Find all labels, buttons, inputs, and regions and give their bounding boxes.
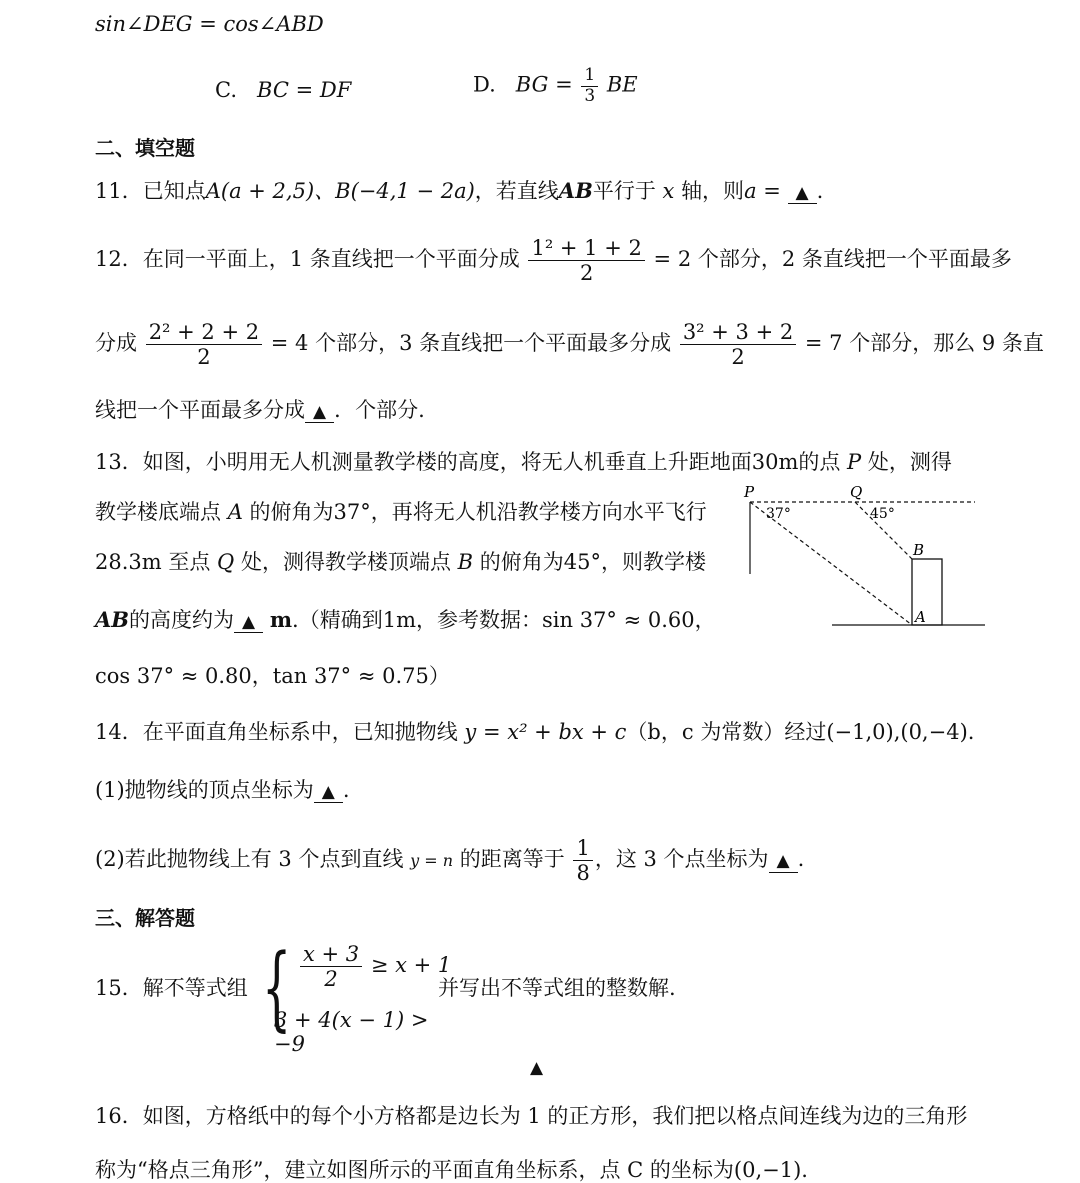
question-13-line-1: 13．如图，小明用无人机测量教学楼的高度，将无人机垂直上升距地面30m的点 P 处，测得 <box>95 450 952 474</box>
q14-part2-blank[interactable]: ▲ <box>769 851 798 872</box>
q10-option-c: C. BC = DF <box>215 78 352 102</box>
q12-answer-blank[interactable]: ▲ <box>305 402 334 423</box>
q13-answer-blank[interactable]: ▲ <box>234 612 263 633</box>
q11-answer-blank[interactable]: ▲ <box>788 183 817 204</box>
question-15-label: 15．解不等式组 <box>95 976 248 1000</box>
question-12-line-3: 线把一个平面最多分成 ▲ ．个部分. <box>95 398 425 422</box>
label-a: A <box>915 608 926 626</box>
question-13-line-5: cos 37° ≈ 0.80，tan 37° ≈ 0.75） <box>95 664 450 688</box>
q12-fraction-1: $\frac{\text{1² + 1 + 2}}{2}$ <box>528 236 644 285</box>
question-16-line-1: 16．如图，方格纸中的每个小方格都是边长为 1 的正方形，我们把以格点间连线为边的三角形 <box>95 1104 968 1128</box>
question-14-part-2: (2)若此抛物线上有 3 个点到直线 y = n 的距离等于 $\frac{1}{8}$ ，这 3 个点坐标为 ▲ . <box>95 836 805 886</box>
q14-part1-blank[interactable]: ▲ <box>314 782 343 803</box>
question-12-line-1: 12．在同一平面上，1 条直线把一个平面分成 $\frac{\text{1² + 1 + 2}}{2}$ = 2 个部分，2 条直线把一个平面最多 <box>95 236 1012 286</box>
q10-option-d: D. BG = $\frac{1}{3}$ BE <box>473 65 638 106</box>
question-13-line-4: AB的高度约为 ▲ m.（精确到1m，参考数据：sin 37° ≈ 0.60， <box>95 607 716 632</box>
q10-d-fraction: $\frac{1}{3}$ <box>581 66 598 106</box>
question-12-line-2: 分成 $\frac{\text{2² + 2 + 2}}{2}$ = 4 个部分，3 条直线把一个平面最多分成 $\frac{\text{3² + 3 + 2}}{2}$ = 7 个部分，那么 9 条直 <box>95 320 1044 370</box>
label-q: Q <box>850 483 863 501</box>
label-p: P <box>744 483 755 501</box>
q13-figure <box>740 482 990 632</box>
inequality-1: $\frac{x + 3}{2}$ ≥ x + 1 <box>298 942 451 991</box>
section-solution-heading: 三、解答题 <box>95 906 195 930</box>
question-13-line-3: 28.3m 至点 Q 处，测得教学楼顶端点 B 的俯角为45°，则教学楼 <box>95 550 706 574</box>
question-16-line-2: 称为“格点三角形”，建立如图所示的平面直角坐标系，点 C 的坐标为(0,−1). <box>95 1158 808 1182</box>
q15-answer-marker[interactable]: ▲ <box>530 1058 544 1078</box>
question-11: 11．已知点A(a + 2,5)、B(−4,1 − 2a)，若直线AB平行于 x 轴，则a = ▲ . <box>95 178 824 203</box>
q15-inequality-system <box>262 934 462 1056</box>
inequality-2: 3 + 4(x − 1) > −9 <box>274 1008 429 1056</box>
angle-37: 37° <box>766 506 791 522</box>
question-14-line-1: 14．在平面直角坐标系中，已知抛物线 y = x² + bx + c（b，c 为常数）经过(−1,0),(0,−4). <box>95 720 975 744</box>
q12-fraction-3: $\frac{\text{3² + 3 + 2}}{2}$ <box>680 320 796 369</box>
q12-fraction-2: $\frac{\text{2² + 2 + 2}}{2}$ <box>146 320 262 369</box>
q10-option-b: sin∠DEG = cos∠ABD <box>95 12 324 36</box>
question-13-line-2: 教学楼底端点 A 的俯角为37°，再将无人机沿教学楼方向水平飞行 <box>95 500 707 524</box>
question-14-part-1: (1)抛物线的顶点坐标为 ▲ . <box>95 778 350 802</box>
system-brace: { <box>262 934 292 1041</box>
section-fill-in-heading: 二、填空题 <box>95 136 195 160</box>
label-b: B <box>913 541 925 559</box>
question-15-instruction: 并写出不等式组的整数解. <box>438 976 676 1000</box>
q14-fraction: $\frac{1}{8}$ <box>573 836 592 885</box>
angle-45: 45° <box>870 506 895 522</box>
